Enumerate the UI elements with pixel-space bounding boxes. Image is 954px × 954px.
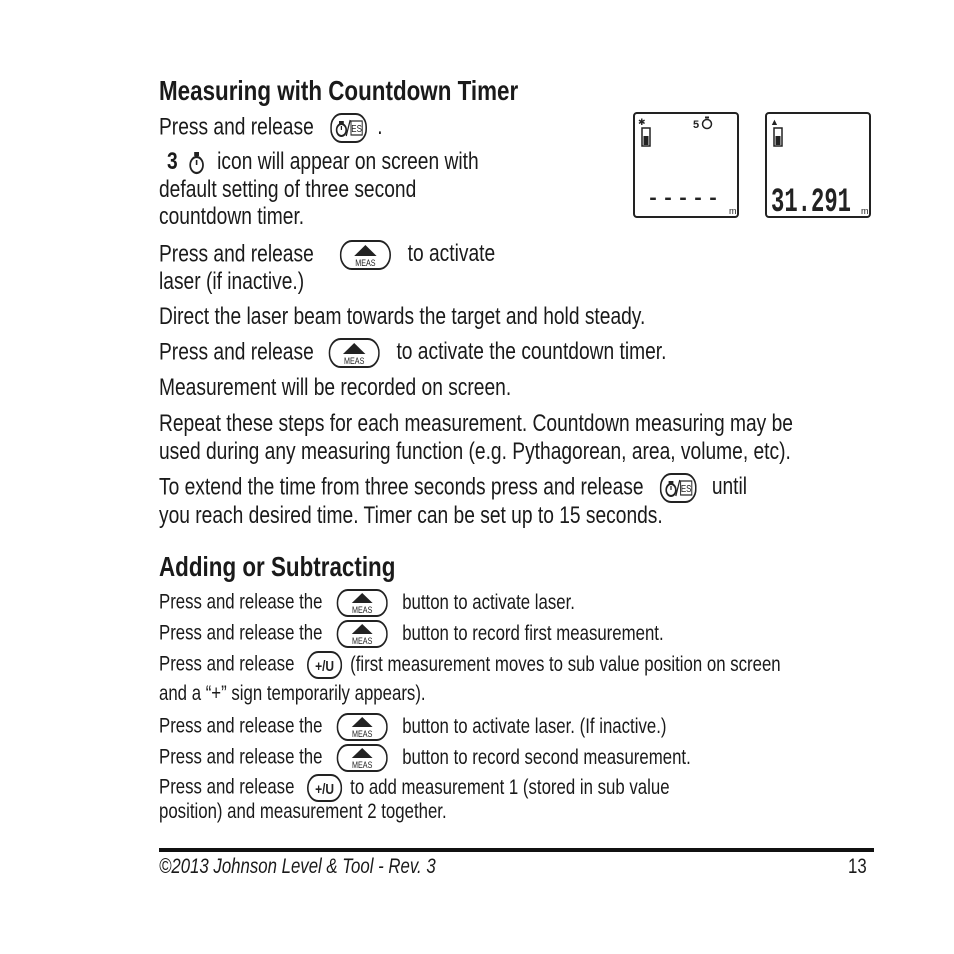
plus-minus-button-icon [307, 774, 342, 802]
lcd-unit: m [729, 206, 737, 216]
instruction-line: To extend the time from three seconds press and release ES until [159, 473, 894, 503]
instruction-line: and a “+” sign temporarily appears). [159, 682, 426, 705]
instruction-line: Direct the laser beam towards the target and hold steady. [159, 303, 646, 330]
instruction-line: you reach desired time. Timer can be set up to 15 seconds. [159, 502, 663, 529]
instruction-line: Press and release the MEAS button to record second measurement. [159, 745, 691, 771]
timer-button-icon [660, 473, 697, 503]
timer-button-icon [330, 113, 367, 143]
footer-divider [159, 848, 874, 852]
svg-text:MEAS: MEAS [352, 729, 373, 740]
instruction-line: default setting of three second [159, 176, 417, 203]
instruction-line: Press and release MEAS to activate the countdown timer. [159, 338, 667, 367]
lcd-display-countdown [633, 112, 739, 218]
instruction-line: used during any measuring function (e.g. Pythagorean, area, volume, etc). [159, 438, 791, 465]
instruction-line: 3 icon will appear on screen with [167, 148, 479, 175]
svg-text:MEAS: MEAS [344, 356, 365, 367]
instruction-line: Press and release the MEAS button to record first measurement. [159, 621, 664, 647]
instruction-line: laser (if inactive.) [159, 268, 305, 295]
svg-text:MEAS: MEAS [352, 636, 373, 647]
lcd-display-result [765, 112, 871, 218]
instruction-line: countdown timer. [159, 203, 305, 230]
instruction-line: Measurement will be recorded on screen. [159, 374, 512, 401]
instruction-line: Press and release MEAS to activate [159, 240, 496, 269]
svg-text:ES: ES [351, 123, 363, 135]
svg-text:MEAS: MEAS [352, 760, 373, 771]
page-number: 13 [848, 855, 867, 878]
laser-icon: ✱ [638, 117, 646, 127]
footer-copyright: ©2013 Johnson Level & Tool - Rev. 3 [159, 855, 436, 878]
stopwatch-icon [188, 150, 206, 176]
instruction-line: Repeat these steps for each measurement. Countdown measuring may be [159, 410, 793, 437]
instruction-line: Press and release +/U to add measurement 1 (stored in sub value [159, 774, 797, 802]
meas-button-icon [340, 240, 391, 270]
meas-button-icon [337, 744, 388, 772]
timer-value: 5 [693, 119, 700, 131]
instruction-line: Press and release the MEAS button to activate laser. (If inactive.) [159, 714, 667, 740]
svg-text:MEAS: MEAS [355, 258, 376, 269]
meas-button-icon [329, 338, 380, 368]
meas-button-icon [337, 713, 388, 741]
instruction-line: Press and release +/U (first measurement moves to sub value position on screen [159, 651, 936, 679]
stopwatch-icon [703, 117, 712, 129]
svg-text:ES: ES [681, 483, 692, 495]
section-heading-countdown: Measuring with Countdown Timer [159, 75, 519, 106]
section-heading-adding: Adding or Subtracting [159, 551, 396, 582]
instruction-line: Press and release the MEAS button to activate laser. [159, 590, 575, 616]
lcd-reading: ----- [647, 188, 723, 211]
laser-icon: ▲ [770, 117, 779, 127]
lcd-reading: 31.291 [771, 184, 851, 216]
instruction-line: Press and release ES . [159, 113, 438, 143]
svg-text:+/U: +/U [315, 657, 335, 675]
instruction-line: position) and measurement 2 together. [159, 800, 447, 823]
plus-minus-button-icon [307, 651, 342, 679]
meas-button-icon [337, 589, 388, 617]
meas-button-icon [337, 620, 388, 648]
svg-text:MEAS: MEAS [352, 605, 373, 616]
lcd-unit: m [861, 206, 869, 216]
svg-text:+/U: +/U [315, 780, 335, 798]
